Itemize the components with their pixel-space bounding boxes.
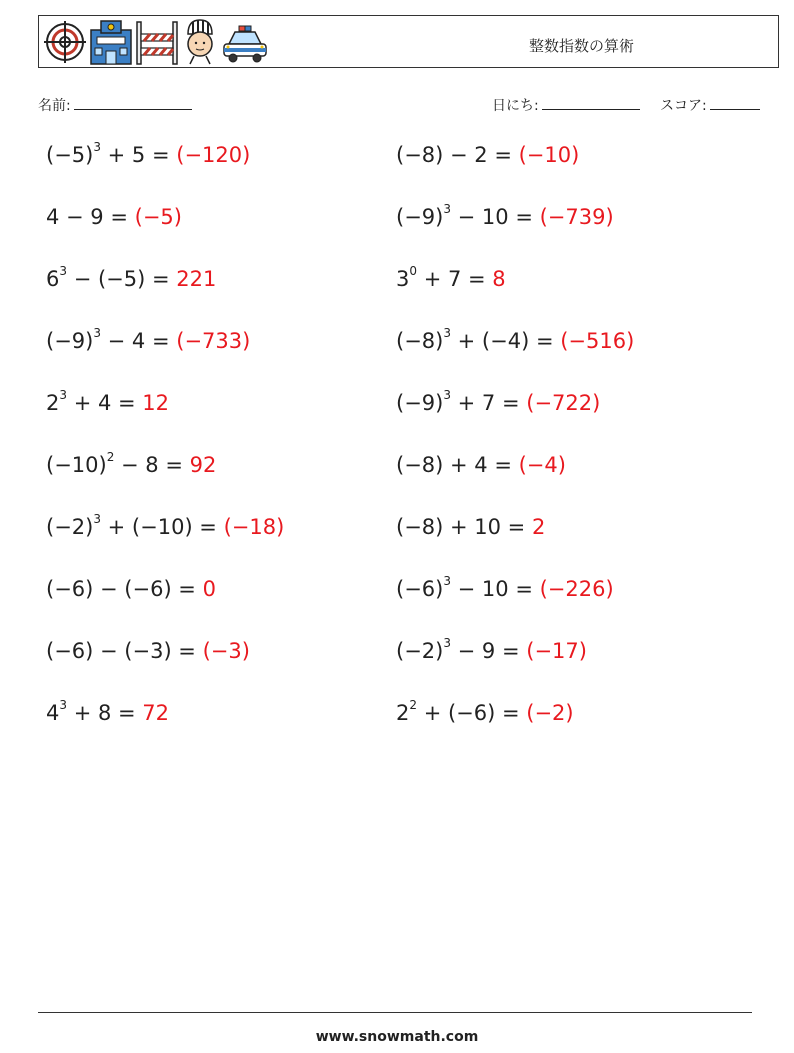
footer-url: www.snowmath.com bbox=[315, 1029, 479, 1045]
name-blank[interactable] bbox=[74, 95, 192, 110]
problem-item bbox=[46, 698, 170, 725]
problem-answer: (−4) bbox=[518, 453, 566, 477]
footer-divider bbox=[38, 1012, 752, 1013]
problem-operation: + (−6) = bbox=[417, 701, 527, 725]
problem-exponent: 3 bbox=[443, 326, 451, 340]
problem-operation: − 9 = bbox=[450, 639, 527, 663]
problem-item bbox=[46, 639, 250, 663]
date-label: 日にち: bbox=[492, 98, 539, 114]
worksheet-title: 整数指数の算術 bbox=[529, 37, 635, 55]
problem-base: (−8) + 10 = bbox=[396, 515, 532, 539]
problem-exponent: 3 bbox=[93, 140, 101, 154]
problem-exponent: 3 bbox=[93, 326, 101, 340]
problem-exponent: 3 bbox=[59, 698, 68, 712]
problem-item bbox=[46, 388, 170, 415]
problem-operation: + 7 = bbox=[417, 267, 493, 291]
problem-base: (−9) bbox=[396, 391, 444, 415]
problem-exponent: 3 bbox=[443, 636, 451, 650]
problem-item bbox=[396, 453, 566, 477]
problem-operation: + (−4) = bbox=[450, 329, 561, 353]
problem-operation: − 10 = bbox=[450, 205, 540, 229]
crosshair-target-icon bbox=[43, 18, 87, 66]
problem-answer: (−733) bbox=[176, 329, 251, 353]
problem-base: (−5) bbox=[46, 143, 94, 167]
date-blank[interactable] bbox=[542, 95, 640, 110]
problem-item bbox=[396, 202, 614, 229]
problem-operation: − 8 = bbox=[114, 453, 190, 477]
police-station-icon bbox=[89, 18, 133, 66]
problem-base: (−8) + 4 = bbox=[396, 453, 519, 477]
problem-answer: (−18) bbox=[223, 515, 285, 539]
problem-answer: (−3) bbox=[202, 639, 250, 663]
problem-answer: 12 bbox=[142, 391, 170, 415]
problem-operation: + (−10) = bbox=[100, 515, 224, 539]
problem-item bbox=[396, 264, 506, 291]
date-field bbox=[492, 95, 640, 115]
problem-answer: 0 bbox=[202, 577, 216, 601]
problem-item bbox=[396, 326, 635, 353]
problem-operation: − 4 = bbox=[100, 329, 177, 353]
problem-base: 2 bbox=[46, 391, 60, 415]
problem-item bbox=[396, 574, 614, 601]
problem-operation: + 8 = bbox=[67, 701, 143, 725]
problem-base: (−6) − (−3) = bbox=[46, 639, 203, 663]
problem-item bbox=[46, 512, 285, 539]
problem-item bbox=[396, 388, 601, 415]
problem-base: (−9) bbox=[396, 205, 444, 229]
problem-answer: 8 bbox=[492, 267, 506, 291]
problem-base: 4 bbox=[46, 701, 60, 725]
problem-base: 6 bbox=[46, 267, 60, 291]
problem-answer: (−2) bbox=[526, 701, 574, 725]
worksheet-header bbox=[38, 15, 779, 68]
problem-base: (−8) bbox=[396, 329, 444, 353]
problem-base: (−9) bbox=[46, 329, 94, 353]
problem-base: 3 bbox=[396, 267, 410, 291]
problem-item bbox=[396, 515, 545, 539]
problem-operation: + 5 = bbox=[100, 143, 177, 167]
road-barrier-icon bbox=[135, 18, 179, 66]
problem-answer: 2 bbox=[531, 515, 546, 539]
problem-exponent: 3 bbox=[443, 388, 451, 402]
name-label: 名前: bbox=[38, 98, 71, 114]
problem-answer: 72 bbox=[142, 701, 170, 725]
problem-base: (−8) − 2 = bbox=[396, 143, 519, 167]
problem-base: (−2) bbox=[396, 639, 444, 663]
problem-answer: (−120) bbox=[176, 143, 251, 167]
problem-answer: (−516) bbox=[560, 329, 635, 353]
problem-exponent: 3 bbox=[443, 574, 451, 588]
problem-item bbox=[46, 140, 251, 167]
problem-exponent: 2 bbox=[106, 450, 115, 464]
problem-operation: − (−5) = bbox=[67, 267, 177, 291]
problem-item bbox=[46, 577, 216, 601]
problem-base: (−6) − (−6) = bbox=[46, 577, 203, 601]
problem-answer: (−17) bbox=[526, 639, 587, 663]
problem-operation: + 7 = bbox=[450, 391, 527, 415]
score-label: スコア: bbox=[660, 98, 707, 114]
problem-base: (−2) bbox=[46, 515, 94, 539]
problem-item bbox=[46, 450, 217, 477]
problem-answer: (−739) bbox=[539, 205, 614, 229]
problem-base: (−6) bbox=[396, 577, 444, 601]
problem-item bbox=[46, 326, 251, 353]
problem-item bbox=[396, 698, 574, 725]
score-blank[interactable] bbox=[710, 95, 760, 110]
problem-exponent: 3 bbox=[93, 512, 101, 526]
problem-item bbox=[46, 264, 217, 291]
problem-item bbox=[46, 205, 182, 229]
name-field bbox=[38, 95, 192, 115]
problem-answer: (−5) bbox=[134, 205, 182, 229]
problem-answer: (−10) bbox=[518, 143, 580, 167]
problem-base: (−10) bbox=[46, 453, 107, 477]
problem-base: 2 bbox=[396, 701, 410, 725]
police-car-icon bbox=[221, 18, 269, 66]
problem-answer: (−722) bbox=[526, 391, 601, 415]
prisoner-icon bbox=[182, 18, 218, 66]
problem-exponent: 2 bbox=[409, 698, 418, 712]
problem-exponent: 3 bbox=[59, 264, 68, 278]
problem-answer: 92 bbox=[189, 453, 217, 477]
problem-exponent: 3 bbox=[443, 202, 451, 216]
problem-exponent: 3 bbox=[59, 388, 68, 402]
problem-answer: 221 bbox=[176, 267, 217, 291]
problem-base: 4 − 9 = bbox=[46, 205, 135, 229]
problem-item bbox=[396, 143, 579, 167]
problem-exponent: 0 bbox=[409, 264, 418, 278]
problem-operation: + 4 = bbox=[67, 391, 143, 415]
problem-answer: (−226) bbox=[539, 577, 614, 601]
score-field bbox=[660, 95, 760, 115]
problem-item bbox=[396, 636, 587, 663]
problem-operation: − 10 = bbox=[450, 577, 540, 601]
